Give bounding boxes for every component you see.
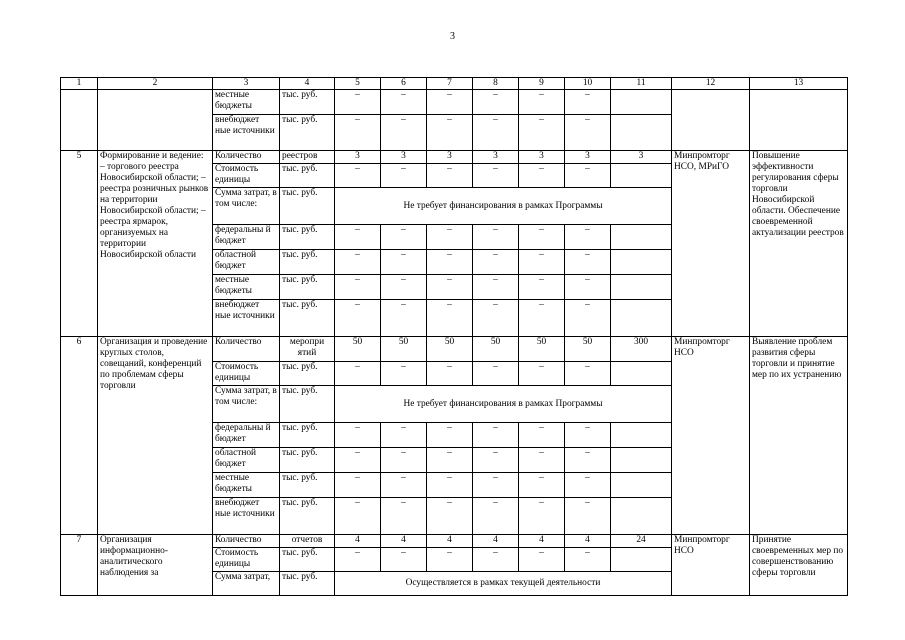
cell-label: областной бюджет [213, 250, 280, 275]
cell-unit: тыс. руб. [280, 225, 335, 250]
cell-dash: – [427, 250, 473, 275]
cell-unit: тыс. руб. [280, 473, 335, 498]
cell-empty [611, 423, 672, 448]
cell-empty [672, 90, 750, 151]
cell-dash: – [565, 473, 611, 498]
cell-empty [611, 548, 672, 572]
cell-dash: – [565, 548, 611, 572]
cell-label: Сумма затрат, в том числе: [213, 386, 280, 423]
cell-dash: – [335, 362, 381, 386]
cell-dash: – [473, 250, 519, 275]
cell-dash: – [473, 473, 519, 498]
col-header: 5 [335, 78, 381, 90]
cell-dash: – [427, 115, 473, 151]
cell-unit: тыс. руб. [280, 300, 335, 337]
cell-dash: – [427, 448, 473, 473]
cell-dash: – [565, 423, 611, 448]
cell-dash: – [335, 423, 381, 448]
cell-dash: – [519, 115, 565, 151]
cell-value: 300 [611, 337, 672, 362]
cell-label: Количество [213, 151, 280, 164]
cell-dash: – [565, 362, 611, 386]
funding-note: Осуществляется в рамках текущей деятельности [335, 572, 672, 596]
cell-dash: – [565, 115, 611, 151]
cell-dash: – [519, 90, 565, 115]
cell-dash: – [427, 90, 473, 115]
executor: Минпромторг НСО [672, 337, 750, 535]
col-header: 1 [61, 78, 98, 90]
cell-dash: – [473, 115, 519, 151]
cell-dash: – [427, 548, 473, 572]
cell-value: 3 [381, 151, 427, 164]
cell-dash: – [335, 548, 381, 572]
cell-label: Стоимость единицы [213, 362, 280, 386]
cell-value: 50 [565, 337, 611, 362]
cell-dash: – [381, 164, 427, 188]
cell-dash: – [381, 115, 427, 151]
cell-empty [611, 164, 672, 188]
expected-result: Принятие своевременных мер по совершенствованию сферы торговли [750, 535, 848, 596]
cell-value: 3 [519, 151, 565, 164]
row-number: 7 [61, 535, 98, 596]
cell-label: федеральны й бюджет [213, 225, 280, 250]
row-number: 6 [61, 337, 98, 535]
cell-dash: – [335, 250, 381, 275]
cell-unit: тыс. руб. [280, 448, 335, 473]
cell-dash: – [381, 548, 427, 572]
page-number: 3 [450, 31, 455, 42]
expected-result: Выявление проблем развития сферы торговли и принятие мер по их устранению [750, 337, 848, 535]
cell-empty [611, 362, 672, 386]
cell-value: 3 [611, 151, 672, 164]
cell-dash: – [427, 362, 473, 386]
cell-label: местные бюджеты [213, 473, 280, 498]
cell-dash: – [473, 498, 519, 535]
cell-empty [611, 300, 672, 337]
cell-value: 50 [519, 337, 565, 362]
cell-dash: – [381, 300, 427, 337]
cell-dash: – [381, 225, 427, 250]
program-activities-table [60, 77, 848, 596]
cell-label: Стоимость единицы [213, 548, 280, 572]
cell-dash: – [519, 423, 565, 448]
col-header: 2 [98, 78, 213, 90]
cell-dash: – [565, 250, 611, 275]
cell-empty [611, 498, 672, 535]
column-number-row [61, 78, 848, 90]
cell-dash: – [519, 250, 565, 275]
cell-empty [611, 90, 672, 115]
cell-unit: тыс. руб. [280, 386, 335, 423]
cell-dash: – [381, 275, 427, 300]
cell-empty [611, 448, 672, 473]
cell-dash: – [473, 362, 519, 386]
cell-label: внебюджет ные источники [213, 498, 280, 535]
cell-value: 50 [335, 337, 381, 362]
cell-dash: – [381, 498, 427, 535]
cell-dash: – [381, 90, 427, 115]
cell-value: 4 [519, 535, 565, 548]
cell-label: Стоимость единицы [213, 164, 280, 188]
cell-dash: – [473, 300, 519, 337]
cell-dash: – [473, 164, 519, 188]
cell-dash: – [335, 473, 381, 498]
cell-unit: тыс. руб. [280, 548, 335, 572]
cell-dash: – [565, 225, 611, 250]
cell-unit: тыс. руб. [280, 362, 335, 386]
cell-unit: тыс. руб. [280, 275, 335, 300]
cell-dash: – [519, 275, 565, 300]
cell-value: 3 [473, 151, 519, 164]
cell-dash: – [335, 115, 381, 151]
executor: Минпромторг НСО [672, 535, 750, 596]
cell-dash: – [427, 225, 473, 250]
executor: Минпромторг НСО, МРиГО [672, 151, 750, 337]
col-header: 6 [381, 78, 427, 90]
expected-result: Повышение эффективности регулирования сферы торговли Новосибирской области. Обеспечение своевременной актуализации реестров [750, 151, 848, 337]
cell-dash: – [519, 498, 565, 535]
cell-dash: – [473, 423, 519, 448]
cell-value: 3 [335, 151, 381, 164]
cell-unit: тыс. руб. [280, 188, 335, 225]
cell-value: 4 [473, 535, 519, 548]
cell-dash: – [565, 90, 611, 115]
cell-dash: – [519, 164, 565, 188]
cell-dash: – [427, 498, 473, 535]
activity-name: Организация информационно-аналитического наблюдения за [98, 535, 213, 596]
cell-unit: меропри ятий [280, 337, 335, 362]
col-header: 9 [519, 78, 565, 90]
table-row [61, 337, 848, 362]
cell-label: внебюджет ные источники [213, 115, 280, 151]
col-header: 12 [672, 78, 750, 90]
col-header: 8 [473, 78, 519, 90]
cell-empty [611, 275, 672, 300]
cell-value: 50 [473, 337, 519, 362]
cell-dash: – [565, 164, 611, 188]
cell-dash: – [335, 275, 381, 300]
cell-label: Количество [213, 535, 280, 548]
activity-name: Организация и проведение круглых столов, совещаний, конференций по проблемам сферы торговли [98, 337, 213, 535]
cell-value: 3 [427, 151, 473, 164]
table-row [61, 151, 848, 164]
cell-empty [611, 115, 672, 151]
cell-label: местные бюджеты [213, 90, 280, 115]
cell-value: 3 [565, 151, 611, 164]
cell-dash: – [519, 362, 565, 386]
cell-unit: тыс. руб. [280, 115, 335, 151]
col-header: 13 [750, 78, 848, 90]
cell-label: местные бюджеты [213, 275, 280, 300]
cell-dash: – [381, 448, 427, 473]
cell-empty [61, 90, 98, 151]
cell-dash: – [519, 473, 565, 498]
cell-dash: – [565, 498, 611, 535]
cell-dash: – [565, 300, 611, 337]
cell-value: 50 [427, 337, 473, 362]
row-number: 5 [61, 151, 98, 337]
cell-dash: – [565, 448, 611, 473]
cell-label: областной бюджет [213, 448, 280, 473]
cell-dash: – [519, 548, 565, 572]
cell-dash: – [427, 275, 473, 300]
funding-note: Не требует финансирования в рамках Программы [335, 188, 672, 225]
col-header: 7 [427, 78, 473, 90]
cell-empty [611, 250, 672, 275]
cell-unit: тыс. руб. [280, 90, 335, 115]
cell-dash: – [381, 423, 427, 448]
cell-dash: – [335, 498, 381, 535]
col-header: 10 [565, 78, 611, 90]
cell-label: Сумма затрат, [213, 572, 280, 596]
cell-dash: – [473, 225, 519, 250]
cell-dash: – [519, 300, 565, 337]
cell-label: Сумма затрат, в том числе: [213, 188, 280, 225]
cell-empty [98, 90, 213, 151]
cell-unit: реестров [280, 151, 335, 164]
cell-dash: – [427, 423, 473, 448]
cell-value: 4 [427, 535, 473, 548]
cell-value: 4 [565, 535, 611, 548]
cell-dash: – [473, 90, 519, 115]
cell-value: 4 [381, 535, 427, 548]
cell-dash: – [565, 275, 611, 300]
cell-unit: отчетов [280, 535, 335, 548]
cell-dash: – [519, 448, 565, 473]
cell-empty [611, 473, 672, 498]
cell-dash: – [381, 473, 427, 498]
cell-label: внебюджет ные источники [213, 300, 280, 337]
activity-name: Формирование и ведение: – торгового реестра Новосибирской области; – реестра розничных рынков на территории Новосибирской области; – реестра ярмарок, организуемых на территории Новосибирской области [98, 151, 213, 337]
cell-unit: тыс. руб. [280, 423, 335, 448]
cell-dash: – [519, 225, 565, 250]
table-row [61, 90, 848, 115]
cell-unit: тыс. руб. [280, 164, 335, 188]
cell-value: 50 [381, 337, 427, 362]
funding-note: Не требует финансирования в рамках Программы [335, 386, 672, 423]
cell-dash: – [335, 164, 381, 188]
cell-unit: тыс. руб. [280, 572, 335, 596]
cell-dash: – [473, 448, 519, 473]
cell-label: Количество [213, 337, 280, 362]
cell-dash: – [335, 300, 381, 337]
cell-empty [750, 90, 848, 151]
cell-dash: – [335, 90, 381, 115]
cell-dash: – [381, 362, 427, 386]
cell-value: 24 [611, 535, 672, 548]
cell-unit: тыс. руб. [280, 250, 335, 275]
cell-dash: – [427, 473, 473, 498]
cell-dash: – [473, 275, 519, 300]
cell-dash: – [335, 225, 381, 250]
cell-dash: – [427, 164, 473, 188]
cell-empty [611, 225, 672, 250]
table-row [61, 535, 848, 548]
cell-unit: тыс. руб. [280, 498, 335, 535]
cell-dash: – [427, 300, 473, 337]
col-header: 3 [213, 78, 280, 90]
cell-label: федеральны й бюджет [213, 423, 280, 448]
cell-dash: – [381, 250, 427, 275]
cell-dash: – [335, 448, 381, 473]
col-header: 11 [611, 78, 672, 90]
cell-value: 4 [335, 535, 381, 548]
cell-dash: – [473, 548, 519, 572]
col-header: 4 [280, 78, 335, 90]
